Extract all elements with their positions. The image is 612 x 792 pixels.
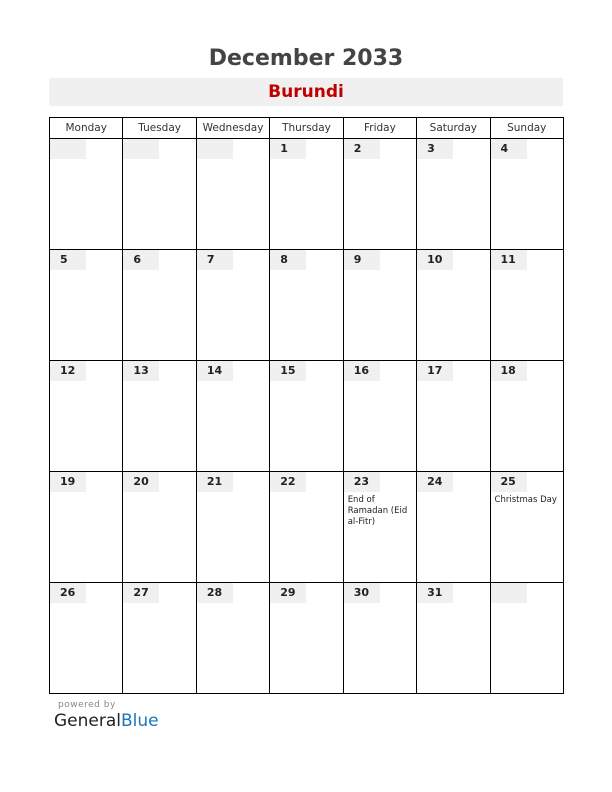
- day-cell[interactable]: [270, 472, 343, 583]
- day-number: 17: [417, 361, 453, 381]
- brand-blue: Blue: [121, 711, 159, 731]
- week-row: [50, 250, 564, 361]
- page-title: December 2033: [208, 46, 404, 71]
- day-cell[interactable]: [270, 583, 343, 694]
- day-number: 12: [50, 361, 86, 381]
- day-cell[interactable]: [196, 250, 269, 361]
- holiday-label: End of Ramadan (Eid al-Fitr): [347, 495, 408, 527]
- day-number: [491, 583, 527, 603]
- day-cell[interactable]: [270, 361, 343, 472]
- day-cell[interactable]: [343, 139, 416, 250]
- day-cell[interactable]: [490, 361, 563, 472]
- day-cell[interactable]: [196, 361, 269, 472]
- day-number: 5: [50, 250, 86, 270]
- day-number: 13: [123, 361, 159, 381]
- day-number: 11: [491, 250, 527, 270]
- weekday-sunday: Sunday: [490, 118, 563, 139]
- week-row: [50, 583, 564, 694]
- day-number: 10: [417, 250, 453, 270]
- day-number: 27: [123, 583, 159, 603]
- country-name: Burundi: [268, 82, 344, 102]
- day-cell[interactable]: [50, 250, 123, 361]
- weekday-monday: Monday: [50, 118, 123, 139]
- generalblue-logo[interactable]: [54, 711, 159, 731]
- day-number: 31: [417, 583, 453, 603]
- day-cell[interactable]: [417, 472, 490, 583]
- day-number: 22: [270, 472, 306, 492]
- weekday-friday: Friday: [343, 118, 416, 139]
- day-cell[interactable]: [50, 472, 123, 583]
- weekday-header-row: [50, 118, 564, 139]
- day-number: 4: [491, 139, 527, 159]
- day-number: [197, 139, 233, 159]
- day-number: 26: [50, 583, 86, 603]
- day-cell[interactable]: [50, 139, 123, 250]
- day-cell[interactable]: [270, 139, 343, 250]
- day-number: 25: [491, 472, 527, 492]
- day-number: 14: [197, 361, 233, 381]
- week-row: [50, 472, 564, 583]
- weekday-thursday: Thursday: [270, 118, 343, 139]
- weekday-wednesday: Wednesday: [196, 118, 269, 139]
- day-cell[interactable]: [417, 139, 490, 250]
- day-cell[interactable]: [123, 139, 196, 250]
- day-number: 15: [270, 361, 306, 381]
- day-cell[interactable]: [270, 250, 343, 361]
- day-cell[interactable]: [343, 583, 416, 694]
- day-cell[interactable]: [196, 139, 269, 250]
- weekday-tuesday: Tuesday: [123, 118, 196, 139]
- day-cell[interactable]: [123, 472, 196, 583]
- weekday-saturday: Saturday: [417, 118, 490, 139]
- day-cell[interactable]: [343, 250, 416, 361]
- day-cell[interactable]: [490, 472, 563, 583]
- day-number: 28: [197, 583, 233, 603]
- day-cell[interactable]: [196, 472, 269, 583]
- day-cell[interactable]: [123, 250, 196, 361]
- powered-by-label: powered by: [58, 700, 116, 710]
- day-number: 9: [344, 250, 380, 270]
- day-cell[interactable]: [123, 583, 196, 694]
- day-number: 2: [344, 139, 380, 159]
- day-number: 21: [197, 472, 233, 492]
- day-number: 3: [417, 139, 453, 159]
- day-cell[interactable]: [417, 250, 490, 361]
- day-number: [123, 139, 159, 159]
- day-number: 29: [270, 583, 306, 603]
- day-number: 1: [270, 139, 306, 159]
- day-cell[interactable]: [50, 583, 123, 694]
- day-cell[interactable]: [490, 583, 563, 694]
- day-number: 24: [417, 472, 453, 492]
- day-number: [50, 139, 86, 159]
- country-banner: [49, 78, 563, 106]
- day-number: 20: [123, 472, 159, 492]
- day-number: 7: [197, 250, 233, 270]
- day-number: 30: [344, 583, 380, 603]
- week-row: [50, 139, 564, 250]
- day-number: 8: [270, 250, 306, 270]
- day-cell[interactable]: [343, 361, 416, 472]
- day-cell[interactable]: [417, 361, 490, 472]
- day-number: 6: [123, 250, 159, 270]
- brand-general: General: [54, 711, 121, 731]
- day-number: 16: [344, 361, 380, 381]
- day-cell[interactable]: [196, 583, 269, 694]
- day-number: 23: [344, 472, 380, 492]
- day-cell[interactable]: [123, 361, 196, 472]
- day-cell[interactable]: [343, 472, 416, 583]
- day-cell[interactable]: [490, 139, 563, 250]
- day-cell[interactable]: [490, 250, 563, 361]
- day-number: 19: [50, 472, 86, 492]
- day-number: 18: [491, 361, 527, 381]
- week-row: [50, 361, 564, 472]
- calendar-grid: [49, 117, 564, 694]
- holiday-label: Christmas Day: [494, 495, 557, 505]
- day-cell[interactable]: [417, 583, 490, 694]
- day-cell[interactable]: [50, 361, 123, 472]
